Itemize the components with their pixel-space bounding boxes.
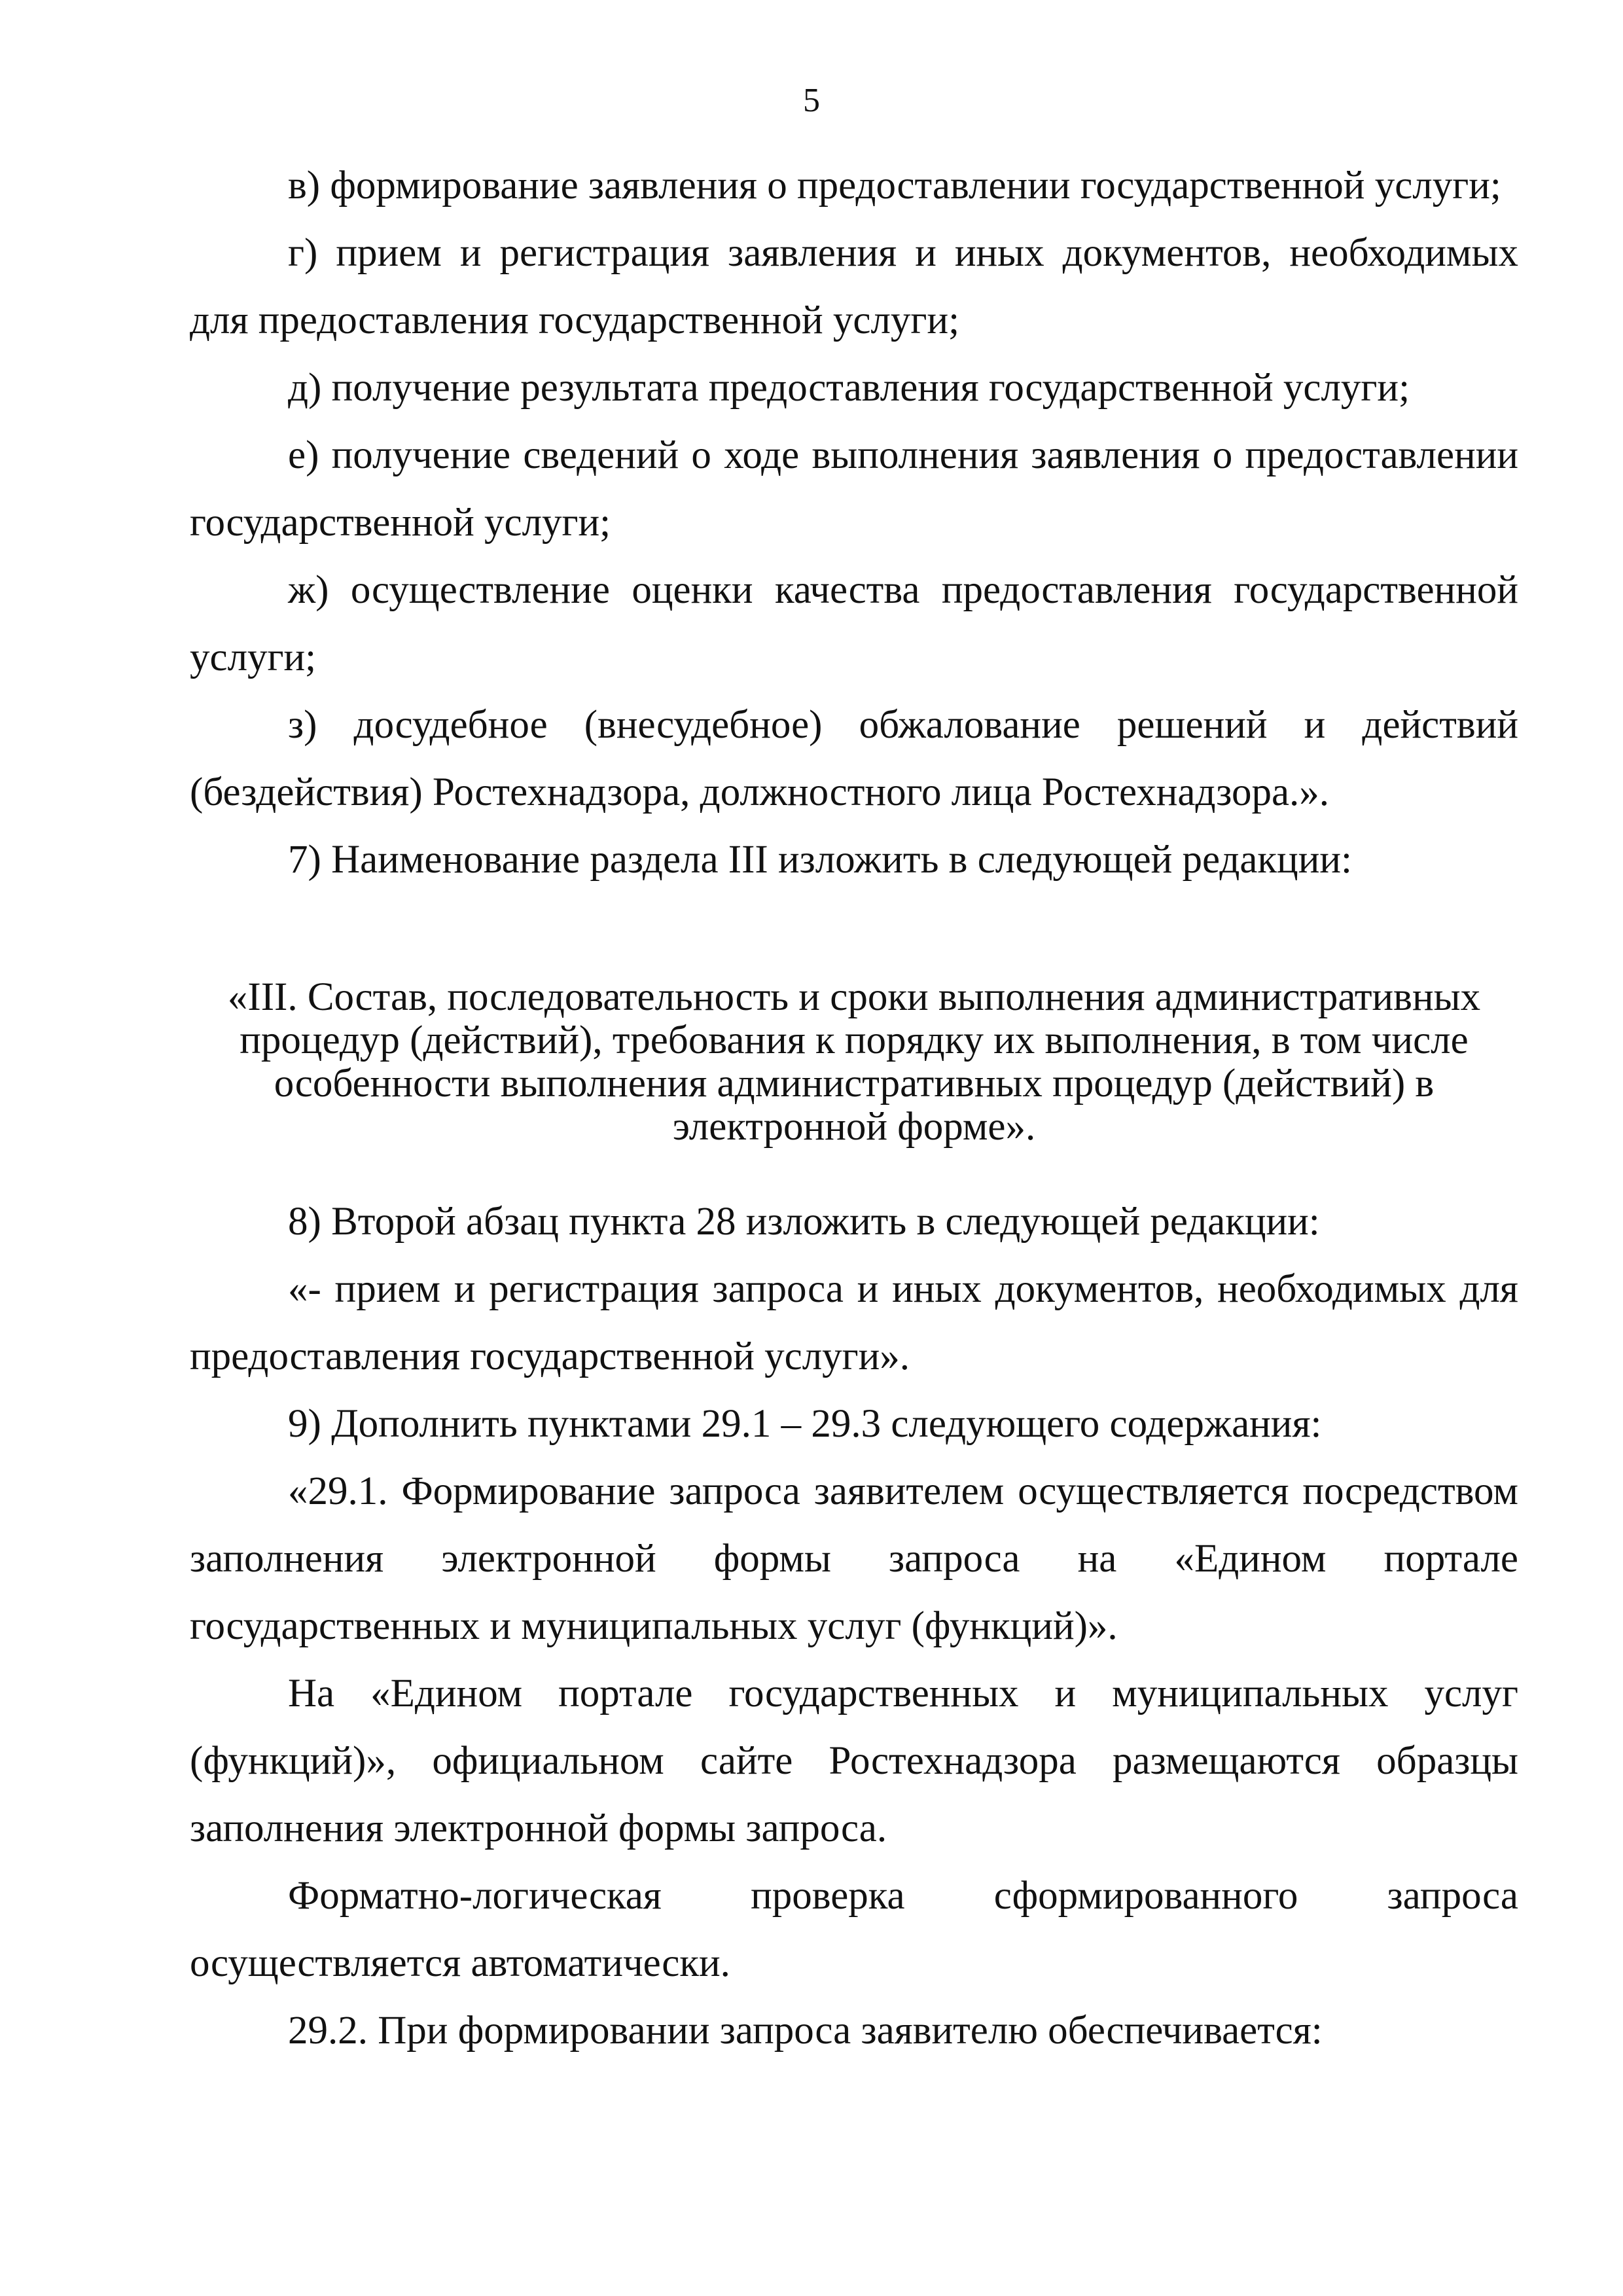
list-item-e: е) получение сведений о ходе выполнения заявления о предоставлении государственной услуги; [190, 433, 1518, 545]
list-item-v: в) формирование заявления о предоставлении государственной услуги; [288, 164, 1501, 207]
list-item-g: г) прием и регистрация заявления и иных документов, необходимых для предоставления государственной услуги; [190, 231, 1518, 342]
amendment-8-text: «- прием и регистрация запроса и иных документов, необходимых для предоставления государственной услуги». [190, 1267, 1518, 1378]
list-item-zh: ж) осуществление оценки качества предоставления государственной услуги; [190, 568, 1518, 679]
amendment-9: 9) Дополнить пунктами 29.1 – 29.3 следующего содержания: [288, 1402, 1322, 1446]
spacer [190, 1149, 1518, 1188]
amendment-8: 8) Второй абзац пункта 28 изложить в следующей редакции: [288, 1200, 1320, 1244]
amendment-7: 7) Наименование раздела III изложить в следующей редакции: [288, 838, 1352, 882]
document-body [190, 152, 1518, 2064]
clause-29-2: 29.2. При формировании запроса заявителю обеспечивается: [288, 2009, 1323, 2053]
clause-29-1-portal: На «Едином портале государственных и муниципальных услуг (функций)», официальном сайте Ростехнадзора размещаются образцы заполнения электронной формы запроса. [190, 1672, 1518, 1850]
clause-29-1-check: Форматно-логическая проверка сформированного запроса осуществляется автоматически. [190, 1874, 1518, 1985]
page-number: 5 [803, 82, 820, 119]
list-item-d: д) получение результата предоставления государственной услуги; [288, 366, 1410, 410]
spacer [190, 893, 1518, 976]
list-item-z: з) досудебное (внесудебное) обжалование решений и действий (бездействия) Ростехнадзора, должностного лица Ростехнадзора.». [190, 703, 1518, 814]
clause-29-1: «29.1. Формирование запроса заявителем осуществляется посредством заполнения электронной формы запроса на «Едином портале государственных и муниципальных услуг (функций)». [190, 1469, 1518, 1648]
section-heading: «III. Состав, последовательность и сроки выполнения административных процедур (действий), требования к порядку их выполнения, в том числе особенности выполнения административных процедур (действий) в электронной форме». [227, 975, 1481, 1149]
